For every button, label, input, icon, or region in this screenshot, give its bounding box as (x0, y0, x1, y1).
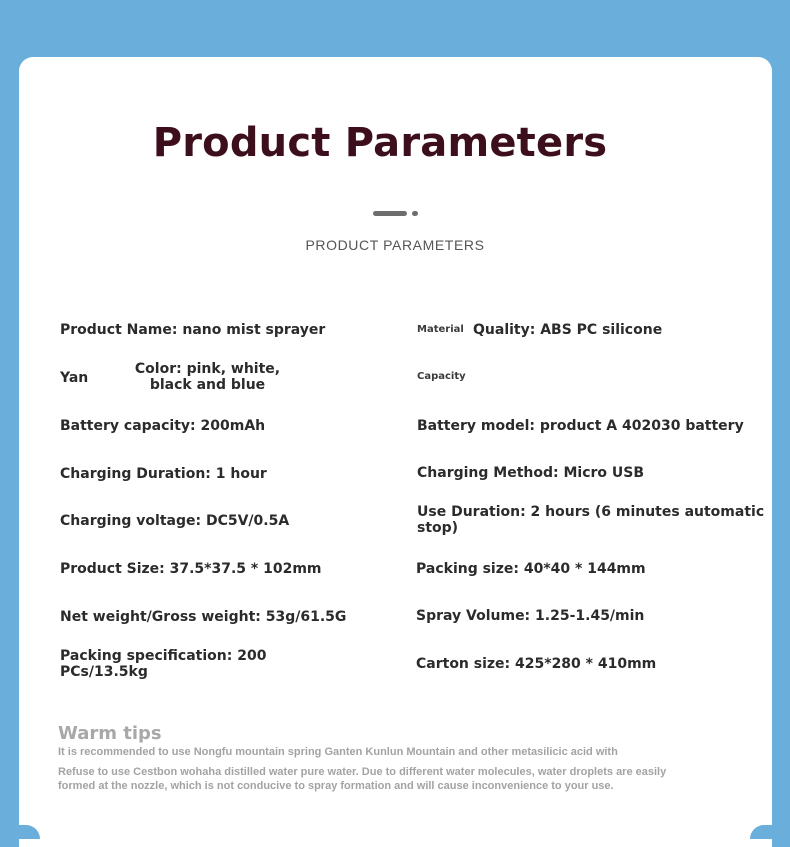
param-battery-capacity: Battery capacity: 200mAh (60, 418, 266, 434)
param-charging-voltage: Charging voltage: DC5V/0.5A (60, 513, 290, 529)
divider-dot (412, 211, 418, 216)
label-capacity: Capacity (417, 371, 466, 382)
param-color (130, 361, 285, 393)
param-packing-size: Packing size: 40*40 * 144mm (416, 561, 646, 577)
section-subtitle: PRODUCT PARAMETERS (305, 237, 485, 253)
param-color-line1: Color: pink, white, (134, 361, 281, 377)
title-divider (373, 211, 419, 216)
param-packing-spec-line1: Packing specification: 200 (60, 648, 267, 664)
param-product-name: Product Name: nano mist sprayer (60, 322, 326, 338)
param-color-line2: black and blue (149, 377, 266, 393)
page-title: Product Parameters (152, 120, 608, 166)
param-weight: Net weight/Gross weight: 53g/61.5G (60, 609, 347, 625)
param-use-duration-line1: Use Duration: 2 hours (6 minutes automatic (417, 504, 765, 520)
param-yan: Yan (60, 370, 89, 386)
label-material: Material (417, 324, 464, 335)
param-product-size: Product Size: 37.5*37.5 * 102mm (60, 561, 322, 577)
param-charging-method: Charging Method: Micro USB (417, 465, 645, 481)
param-spray-volume: Spray Volume: 1.25-1.45/min (416, 608, 645, 624)
bottom-right-notch (750, 825, 790, 839)
warm-tips-line-3: formed at the nozzle, which is not conducive to spray formation and will cause inconvenience to your use. (58, 780, 614, 792)
param-packing-spec-line2: PCs/13.5kg (60, 664, 148, 680)
divider-bar (373, 211, 407, 216)
param-carton-size: Carton size: 425*280 * 410mm (416, 656, 657, 672)
bottom-left-notch (0, 825, 40, 839)
warm-tips-line-2: Refuse to use Cestbon wohaha distilled water pure water. Due to different water molecules, water droplets are easily (58, 766, 667, 778)
param-packing-spec (60, 648, 266, 680)
param-use-duration-line2: stop) (417, 520, 459, 536)
warm-tips-line-1: It is recommended to use Nongfu mountain spring Ganten Kunlun Mountain and other metasilicic acid with (58, 746, 618, 758)
warm-tips-title: Warm tips (58, 723, 162, 744)
param-charging-duration: Charging Duration: 1 hour (60, 466, 267, 482)
param-battery-model: Battery model: product A 402030 battery (417, 418, 744, 434)
param-use-duration (417, 504, 764, 536)
param-quality: Quality: ABS PC silicone (473, 322, 663, 338)
